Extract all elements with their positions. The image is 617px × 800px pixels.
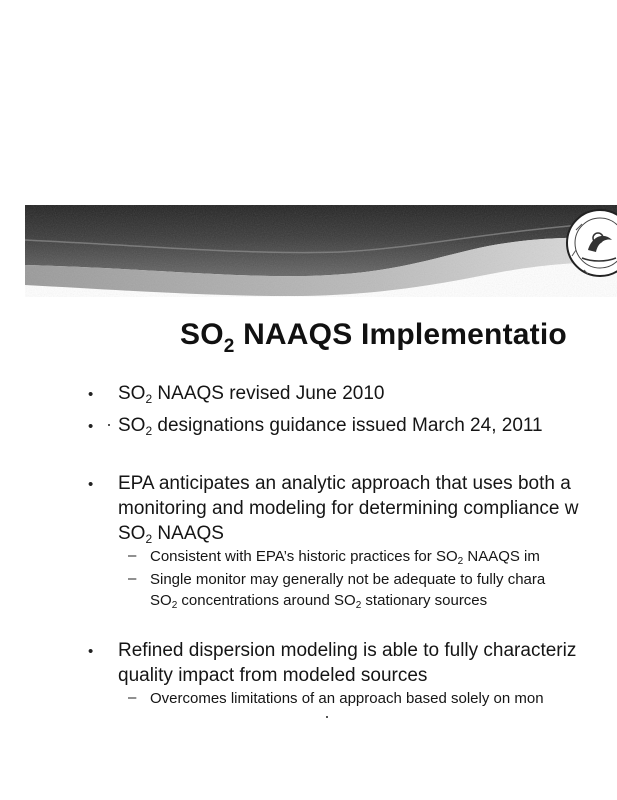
bullet-3-line-3: $SO_2$ NAAQS	[118, 523, 224, 546]
bullet-2: $SO_2$ designations guidance issued March 24, 2011	[118, 415, 543, 438]
bullet-3-line-1: EPA anticipates an analytic approach that uses both a	[118, 473, 571, 494]
slide-title: $SO_2$ NAAQS Implementatio	[180, 318, 567, 357]
sub-bullet-2-line-2: $SO_2$ concentrations around $SO_2$ stationary sources	[150, 592, 488, 611]
bullet-4-line-2: quality impact from modeled sources	[118, 665, 428, 686]
bullet-marker: •	[88, 418, 94, 435]
scan-speck	[108, 424, 110, 426]
sub-bullet-2-line-1: Single monitor may generally not be adequate to fully chara	[150, 571, 546, 588]
sub-bullet-marker: –	[128, 570, 137, 587]
sub-bullet-3: Overcomes limitations of an approach based solely on mon	[150, 690, 544, 707]
sub-bullet-1: Consistent with EPA’s historic practices for $SO_2$ NAAQS im	[150, 548, 540, 567]
header-banner	[0, 0, 617, 310]
bullet-marker: •	[88, 643, 94, 660]
bullet-3-line-2: monitoring and modeling for determining compliance w	[118, 498, 579, 519]
bullet-1: $SO_2$ NAAQS revised June 2010	[118, 383, 385, 406]
bullet-marker: •	[88, 476, 94, 493]
bullet-marker: •	[88, 386, 94, 403]
bullet-4-line-1: Refined dispersion modeling is able to fully characteriz	[118, 640, 577, 661]
sub-bullet-marker: –	[128, 689, 137, 706]
sub-bullet-marker: –	[128, 547, 137, 564]
scan-speck	[326, 716, 328, 718]
banner-grain	[25, 205, 617, 297]
